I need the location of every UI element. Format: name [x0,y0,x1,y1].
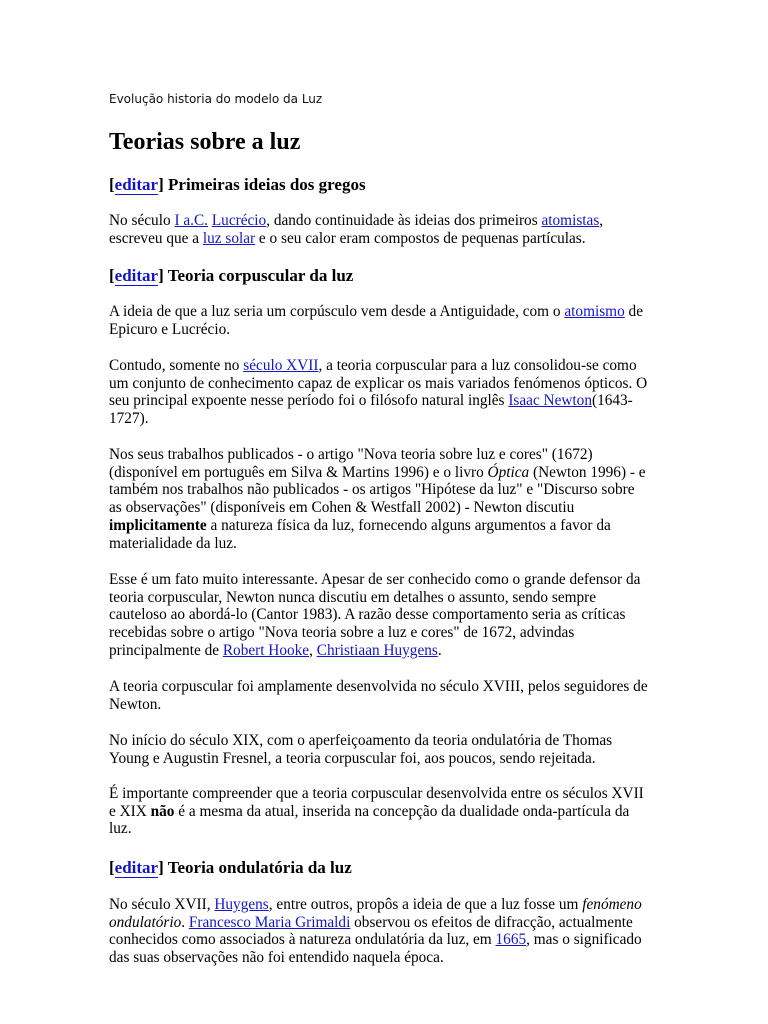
link-grimaldi[interactable]: Francesco Maria Grimaldi [188,913,351,931]
section-title-gregos: Primeiras ideias dos gregos [168,175,366,194]
text-line: Nos seus trabalhos publicados - o artigo "Nova teoria sobre luz e cores" (1672) [109,446,593,463]
section-title-corpuscular: Teoria corpuscular da luz [167,266,354,285]
text-line: recebidas sobre o artigo "Nova teoria sobre a luz e cores" de 1672, advindas [109,624,575,642]
text-line: as observações" (disponíveis em Cohen & Westfall 2002) - Newton discutiu [109,499,575,517]
text-line: cauteloso ao abordá-lo (Cantor 1983). A razão desse comportamento seria as críticas [109,606,626,624]
link-atomistas[interactable]: atomistas [541,212,600,229]
bold-text: não [150,802,175,820]
edit-link-gregos[interactable]: editar [114,175,159,194]
document-header: Evolução historia do modelo da Luz [109,92,323,106]
text-line: teoria corpuscular, Newton nunca discutiu em detalhes o assunto, sendo sempre [109,588,597,606]
text: , entre outros, propôs a ideia de que a luz fosse um [268,896,583,913]
link-christiaan-huygens[interactable]: Christiaan Huygens [316,641,438,659]
paragraph-fato [109,571,669,660]
link-1665[interactable]: 1665 [495,931,527,949]
text-line: um conjunto de conhecimento capaz de explicar os mais variados fenómenos ópticos. O [109,374,648,392]
page-title: Teorias sobre a luz [109,129,301,155]
link-atomismo[interactable]: atomismo [564,303,625,320]
link-robert-hooke[interactable]: Robert Hooke [222,641,310,659]
paragraph-seculo-xvii [109,357,669,428]
paragraph-corpusculo [109,303,669,338]
text-line: A teoria corpuscular foi amplamente desenvolvida no século XVIII, pelos seguidores de [109,678,648,695]
text-line: também nos trabalhos não publicados - os artigos "Hipótese da luz" e "Discurso sobre [109,481,635,499]
italic-text: ondulatório [109,913,182,931]
paragraph-gregos [109,212,669,247]
link-iac[interactable]: I a.C. [174,212,208,229]
text-line: É importante compreender que a teoria corpuscular desenvolvida entre os séculos XVII [109,785,644,802]
text: a natureza física da luz, fornecendo alguns argumentos a favor da [206,516,611,534]
text: observou os efeitos de difracção, actualmente [350,913,633,931]
link-seculo-xvii[interactable]: século XVII [243,357,319,374]
paragraph-seculo-xviii [109,678,669,713]
paragraph-ondulatoria [109,896,669,967]
text: . [437,641,442,659]
text: e o seu calor eram compostos de pequenas partículas. [255,229,586,247]
link-huygens[interactable]: Huygens [214,896,269,913]
paragraph-seculo-xix [109,732,669,767]
edit-link-corpuscular[interactable]: editar [114,266,159,285]
text-line: Epicuro e Lucrécio. [109,320,231,338]
link-lucrecio[interactable]: Lucrécio [211,212,267,229]
text-line: das suas observações não foi entendido naquela época. [109,949,444,967]
text: . [181,913,189,931]
text: , dando continuidade às ideias dos primeiros [266,212,542,229]
text: seu principal expoente nesse período foi o filósofo natural inglês [109,392,509,410]
text: No século [109,212,175,229]
text-line: Esse é um fato muito interessante. Apesar de ser conhecido como o grande defensor da [109,571,641,588]
bold-text: implicitamente [109,516,207,534]
text-line: 1727). [109,410,149,428]
text: (Newton 1996) - e [529,463,646,481]
text: (disponível em português em Silva & Martins 1996) e o livro [109,463,488,481]
text: principalmente de [109,641,223,659]
link-luz-solar[interactable]: luz solar [202,229,256,247]
link-isaac-newton[interactable]: Isaac Newton [508,392,592,410]
italic-text: fenómeno [582,896,642,913]
text-line: No início do século XIX, com o aperfeiçoamento da teoria ondulatória de Thomas [109,732,613,749]
text-line: luz. [109,820,132,838]
paragraph-trabalhos [109,446,669,552]
text: , [599,212,604,229]
text: (1643- [591,392,633,410]
text: , mas o significado [526,931,642,949]
text: escreveu que a [109,229,203,247]
text: A ideia de que a luz seria um corpúsculo vem desde a Antiguidade, com o [109,303,565,320]
italic-text: Óptica [487,463,530,481]
section-heading-gregos: [editar] Primeiras ideias dos gregos [109,175,366,194]
text-line: Newton. [109,695,162,713]
section-title-ondulatoria: Teoria ondulatória da luz [167,858,352,877]
text: de [624,303,643,320]
section-heading-ondulatoria: [editar] Teoria ondulatória da luz [109,858,352,877]
text: conhecidos como associados à natureza ondulatória da luz, em [109,931,496,949]
text: No século XVII, [109,896,215,913]
text-line: Young e Augustin Fresnel, a teoria corpuscular foi, aos poucos, sendo rejeitada. [109,749,596,767]
text: e XIX [109,802,151,820]
paragraph-importante [109,785,669,838]
text-line: materialidade da luz. [109,534,237,552]
text: Contudo, somente no [109,357,244,374]
text: , a teoria corpuscular para a luz consolidou-se como [318,357,637,374]
edit-link-ondulatoria[interactable]: editar [114,858,159,877]
text: é a mesma da atual, inserida na concepção da dualidade onda-partícula da [174,802,630,820]
text: , [309,641,317,659]
section-heading-corpuscular: [editar] Teoria corpuscular da luz [109,266,354,285]
